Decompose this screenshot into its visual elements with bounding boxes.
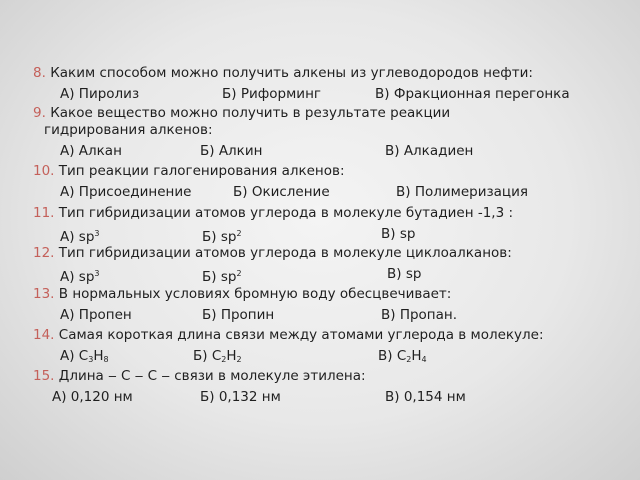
question-12: 12. Тип гибридизации атомов углерода в молекуле циклоалканов:: [33, 245, 512, 261]
question-14: 14. Самая короткая длина связи между атомами углерода в молекуле:: [33, 327, 544, 343]
question-10: 10. Тип реакции галогенирования алкенов:: [33, 163, 345, 179]
answer-b: Б) $C_2H_2$: [193, 348, 242, 364]
answer-b: Б) Окисление: [233, 184, 330, 200]
question-text: Каким способом можно получить алкены из углеводородов нефти:: [50, 65, 533, 81]
question-11: 11. Тип гибридизации атомов углерода в молекуле бутадиен -1,3 :: [33, 205, 514, 221]
answer-a: А) $sp^3$: [60, 229, 100, 245]
answer-a: А) Пропен: [60, 307, 132, 323]
question-text: Длина ‒ С ‒ С ‒ связи в молекуле этилена:: [58, 368, 366, 384]
answer-a: А) 0,120 нм: [52, 389, 133, 405]
answer-a: А) Присоединение: [60, 184, 192, 200]
question-text: Тип гибридизации атомов углерода в молекуле бутадиен -1,3 :: [58, 205, 514, 221]
answer-b: Б) $sp^2$: [202, 269, 242, 285]
question-text: Какое вещество можно получить в результате реакции: [50, 105, 451, 121]
answer-a: А) Пиролиз: [60, 86, 140, 102]
question-text: В нормальных условиях бромную воду обесцвечивает:: [58, 286, 452, 302]
answer-c: В) sp: [381, 226, 416, 242]
answer-b: Б) Пропин: [202, 307, 275, 323]
answer-c: В) sp: [387, 266, 422, 282]
answer-c: В) Алкадиен: [385, 143, 474, 159]
question-text: Тип гибридизации атомов углерода в молекуле циклоалканов:: [58, 245, 512, 261]
answer-a: А) Алкан: [60, 143, 122, 159]
answer-c: В) Полимеризация: [396, 184, 529, 200]
question-9: 9. Какое вещество можно получить в результате реакции: [33, 105, 451, 121]
answer-b: Б) Риформинг: [222, 86, 321, 102]
question-text: Самая короткая длина связи между атомами углерода в молекуле:: [58, 327, 544, 343]
question-8: 8. Каким способом можно получить алкены из углеводородов нефти:: [33, 65, 533, 81]
answer-b: Б) $sp^2$: [202, 229, 242, 245]
answer-c: В) Фракционная перегонка: [375, 86, 570, 102]
answer-b: Б) 0,132 нм: [200, 389, 281, 405]
question-15: 15. Длина ‒ С ‒ С ‒ связи в молекуле этилена:: [33, 368, 366, 384]
question-text-continued: гидрирования алкенов:: [44, 122, 213, 138]
answer-b: Б) Алкин: [200, 143, 263, 159]
question-13: 13. В нормальных условиях бромную воду обесцвечивает:: [33, 286, 452, 302]
answer-a: А) $sp^3$: [60, 269, 100, 285]
question-text: Тип реакции галогенирования алкенов:: [58, 163, 345, 179]
answer-a: А) $C_3H_8$: [60, 348, 109, 364]
answer-c: В) Пропан.: [381, 307, 458, 323]
answer-c: В) $C_2H_4$: [378, 348, 427, 364]
answer-c: В) 0,154 нм: [385, 389, 466, 405]
